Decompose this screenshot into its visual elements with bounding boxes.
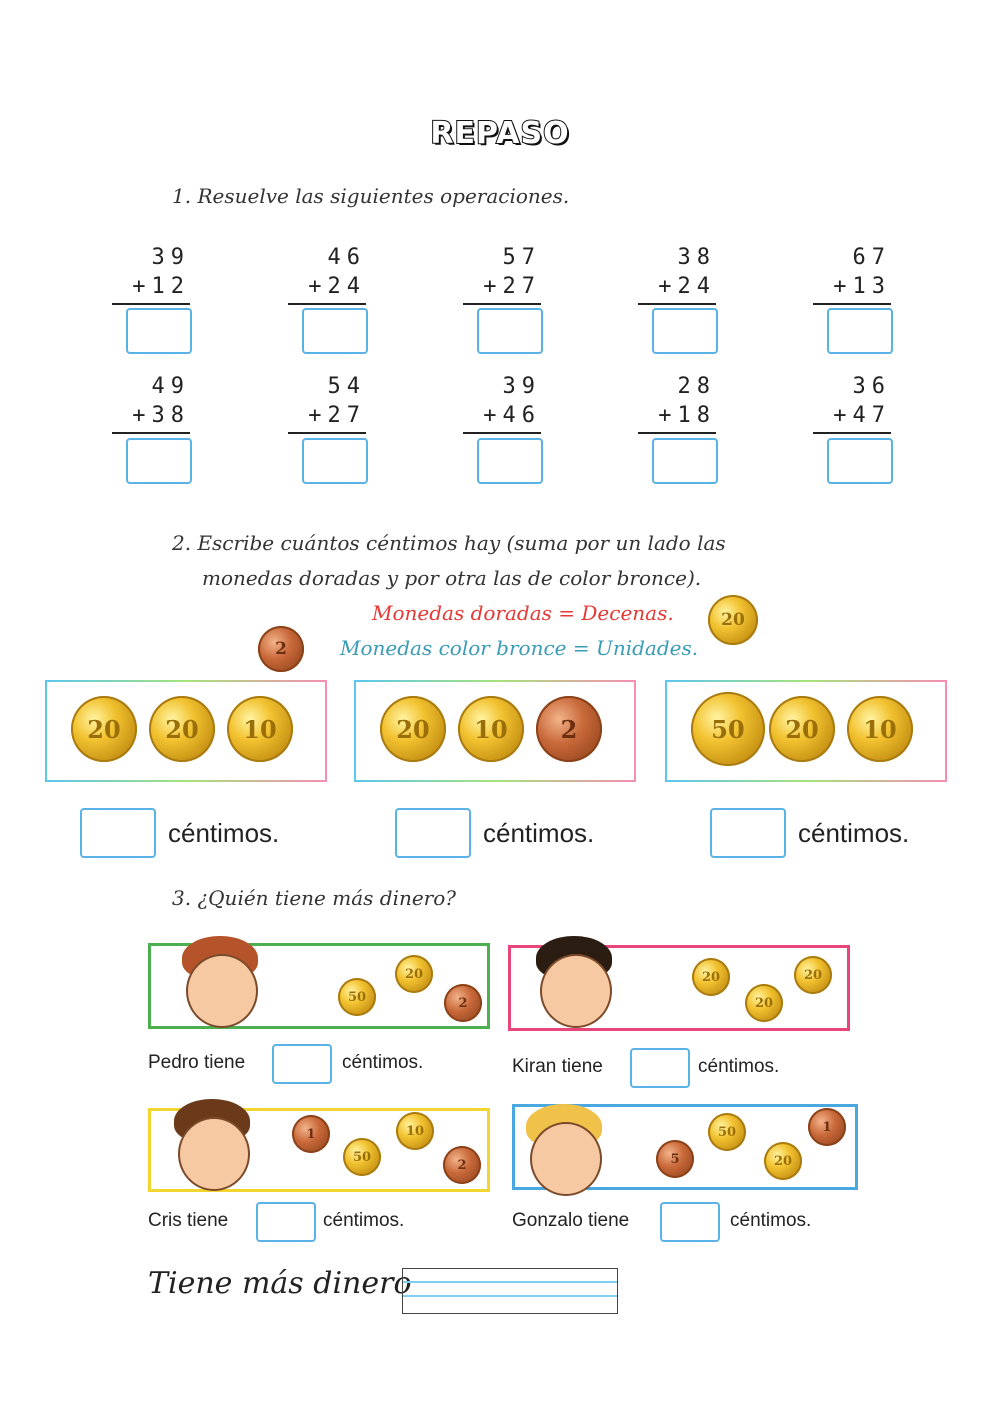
- kid-name-label: Pedro tiene: [148, 1052, 246, 1073]
- operation-top-number: 38: [677, 245, 716, 270]
- coin-group-answer-box[interactable]: [80, 808, 156, 858]
- operation-bottom-number: +46: [483, 403, 541, 428]
- kid-answer-box[interactable]: [660, 1202, 720, 1242]
- coin-icon: 5: [656, 1140, 694, 1178]
- operation-answer-box[interactable]: [477, 308, 543, 354]
- kid-answer-box[interactable]: [630, 1048, 690, 1088]
- operation-answer-box[interactable]: [652, 438, 718, 484]
- operation: [638, 243, 716, 305]
- operation-bottom-number: +12: [132, 274, 190, 299]
- operation: [813, 372, 891, 434]
- operation-top-number: 57: [502, 245, 541, 270]
- operation-answer-box[interactable]: [302, 438, 368, 484]
- legend-bronze: Monedas color bronce = Unidades.: [340, 636, 699, 660]
- coin-icon: 20: [149, 696, 215, 762]
- kid-name-label: Kiran tiene: [512, 1056, 603, 1077]
- centimos-label: céntimos.: [342, 1052, 424, 1073]
- operation-bottom-number: +18: [658, 403, 716, 428]
- operation-sum-line: [288, 432, 366, 434]
- operation-sum-line: [288, 303, 366, 305]
- operation-bottom-number: +27: [308, 403, 366, 428]
- operation: [288, 243, 366, 305]
- operation-answer-box[interactable]: [302, 308, 368, 354]
- kid-name-label: Cris tiene: [148, 1210, 229, 1231]
- operation: [288, 372, 366, 434]
- operation: [813, 243, 891, 305]
- section2-instruction-line2: monedas doradas y por otra las de color bronce).: [202, 566, 702, 590]
- centimos-label: céntimos.: [730, 1210, 812, 1231]
- coin-icon: 20: [395, 955, 433, 993]
- operation-sum-line: [463, 303, 541, 305]
- operation-top-number: 54: [327, 374, 366, 399]
- operation-sum-line: [638, 432, 716, 434]
- operation-bottom-number: +47: [833, 403, 891, 428]
- operation: [463, 243, 541, 305]
- legend-gold-coin-icon: 20: [708, 595, 758, 645]
- operation-top-number: 39: [151, 245, 190, 270]
- operation-answer-box[interactable]: [126, 438, 192, 484]
- coin-icon: 20: [769, 696, 835, 762]
- kid-answer-box[interactable]: [272, 1044, 332, 1084]
- operation-sum-line: [463, 432, 541, 434]
- coin-icon: 2: [443, 1146, 481, 1184]
- coin-icon: 20: [380, 696, 446, 762]
- operation-answer-box[interactable]: [827, 438, 893, 484]
- operation-sum-line: [638, 303, 716, 305]
- coin-icon: 10: [227, 696, 293, 762]
- coin-icon: 1: [808, 1108, 846, 1146]
- coin-icon: 50: [343, 1138, 381, 1176]
- operation: [638, 372, 716, 434]
- legend-gold: Monedas doradas = Decenas.: [372, 601, 674, 625]
- coin-icon: 20: [745, 984, 783, 1022]
- operation-bottom-number: +24: [658, 274, 716, 299]
- centimos-label: céntimos.: [698, 1056, 780, 1077]
- coin-icon: 50: [708, 1113, 746, 1151]
- kid-face-icon: [186, 954, 258, 1028]
- kid-answer-box[interactable]: [256, 1202, 316, 1242]
- centimos-label: céntimos.: [798, 818, 910, 848]
- operation-bottom-number: +38: [132, 403, 190, 428]
- coin-icon: 10: [396, 1112, 434, 1150]
- operation-top-number: 28: [677, 374, 716, 399]
- coin-group-answer-box[interactable]: [710, 808, 786, 858]
- operation-answer-box[interactable]: [652, 308, 718, 354]
- section3-instruction: 3. ¿Quién tiene más dinero?: [172, 886, 457, 910]
- operation-answer-box[interactable]: [126, 308, 192, 354]
- operation-top-number: 39: [502, 374, 541, 399]
- coin-icon: 1: [292, 1115, 330, 1153]
- centimos-label: céntimos.: [323, 1210, 405, 1231]
- coin-icon: 20: [692, 958, 730, 996]
- coin-icon: 20: [71, 696, 137, 762]
- final-prompt: Tiene más dinero: [148, 1266, 412, 1301]
- coin-icon: 10: [847, 696, 913, 762]
- operation-top-number: 67: [852, 245, 891, 270]
- kid-name-label: Gonzalo tiene: [512, 1210, 630, 1231]
- coin-icon: 50: [691, 692, 765, 766]
- centimos-label: céntimos.: [168, 818, 280, 848]
- coin-icon: 2: [444, 984, 482, 1022]
- kid-face-icon: [178, 1117, 250, 1191]
- operation-top-number: 36: [852, 374, 891, 399]
- operation-top-number: 46: [327, 245, 366, 270]
- legend-bronze-coin-icon: 2: [258, 626, 304, 672]
- coin-icon: 2: [536, 696, 602, 762]
- section2-instruction-line1: 2. Escribe cuántos céntimos hay (suma por un lado las: [172, 531, 726, 555]
- operation-bottom-number: +13: [833, 274, 891, 299]
- operation: [112, 372, 190, 434]
- coin-icon: 20: [764, 1142, 802, 1180]
- operation-sum-line: [112, 432, 190, 434]
- page-title: REPASO: [430, 116, 570, 151]
- coin-icon: 20: [794, 956, 832, 994]
- operation-top-number: 49: [151, 374, 190, 399]
- kid-face-icon: [540, 954, 612, 1028]
- operation: [463, 372, 541, 434]
- kid-face-icon: [530, 1122, 602, 1196]
- coin-group-answer-box[interactable]: [395, 808, 471, 858]
- operation: [112, 243, 190, 305]
- operation-sum-line: [112, 303, 190, 305]
- section1-instruction: 1. Resuelve las siguientes operaciones.: [172, 184, 570, 208]
- operation-sum-line: [813, 432, 891, 434]
- operation-answer-box[interactable]: [827, 308, 893, 354]
- operation-sum-line: [813, 303, 891, 305]
- operation-answer-box[interactable]: [477, 438, 543, 484]
- coin-icon: 50: [338, 978, 376, 1016]
- final-answer-lines[interactable]: [402, 1268, 618, 1314]
- coin-icon: 10: [458, 696, 524, 762]
- operation-bottom-number: +27: [483, 274, 541, 299]
- operation-bottom-number: +24: [308, 274, 366, 299]
- centimos-label: céntimos.: [483, 818, 595, 848]
